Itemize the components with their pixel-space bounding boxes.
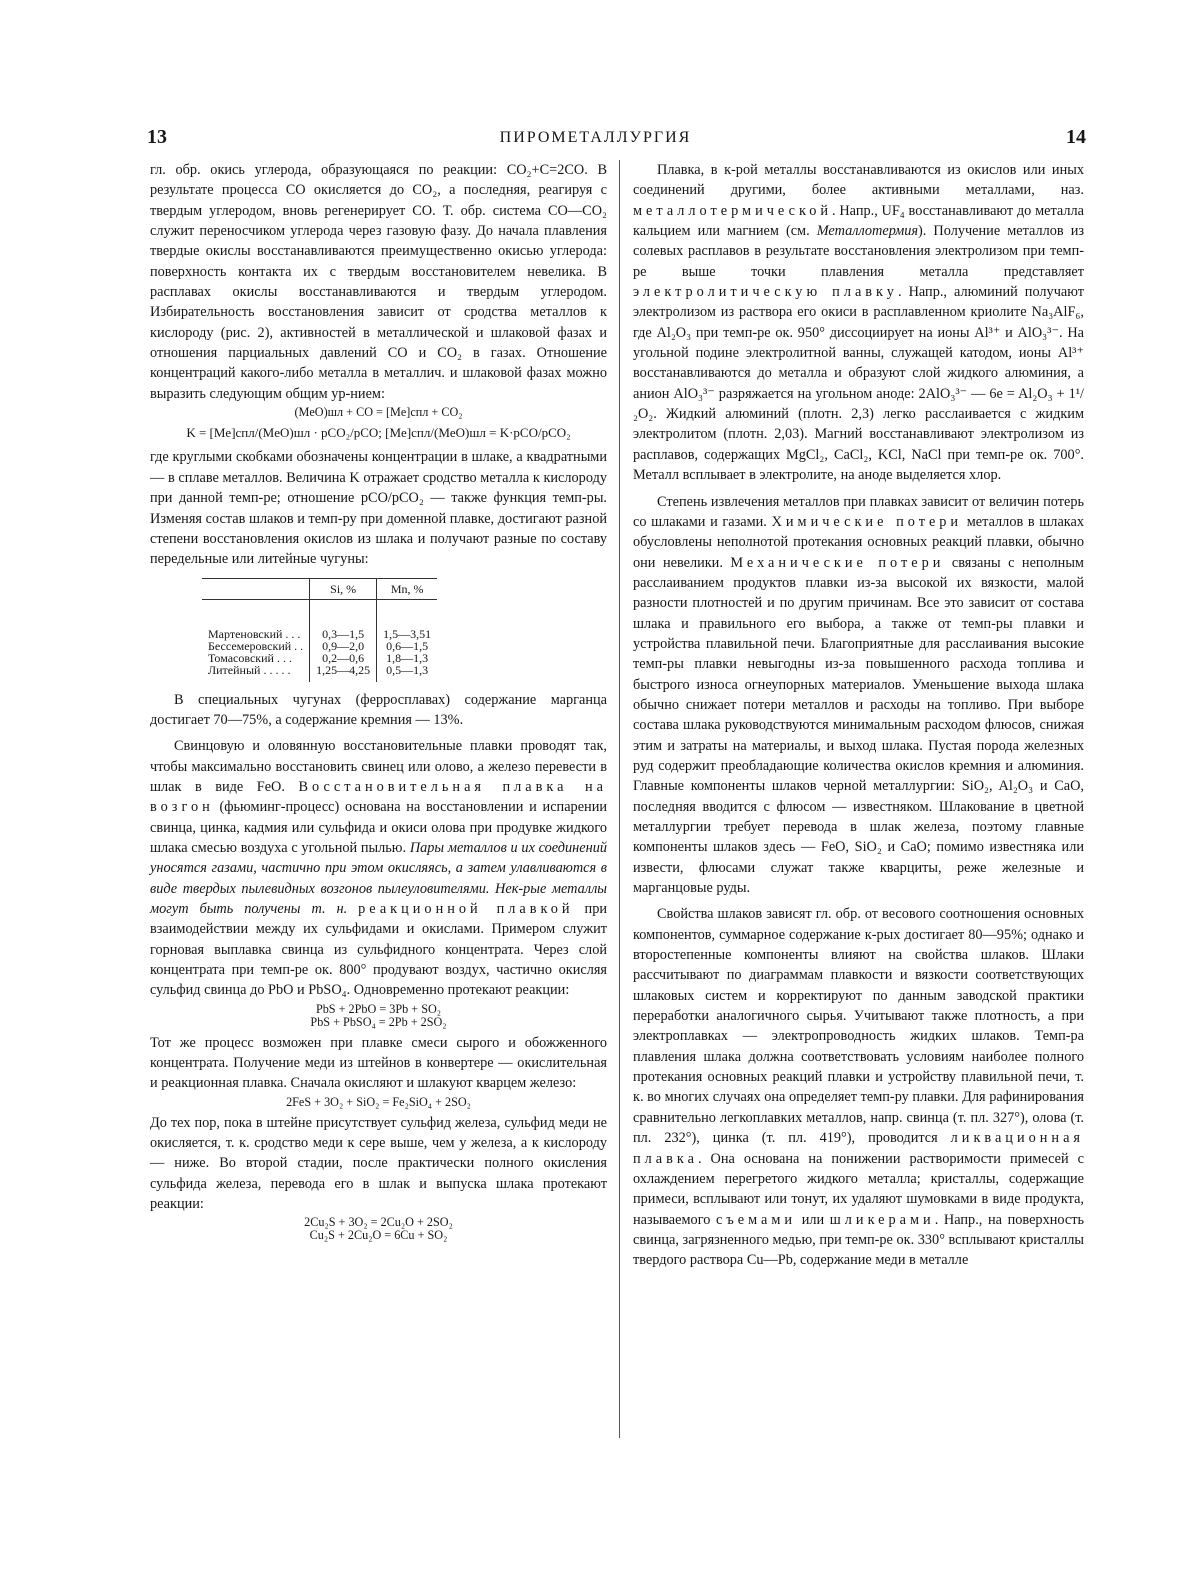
text-run: Свойства шлаков зависят гл. обр. от весового соотношения основных компонентов, суммарное содержание к-рых достигает 80—95%; однако и второстепенные компоненты влияют на свойства шлаков. Шлаки рассчитывают по диаграммам плавкости и вязкости соответствующих шлаковых систем и корректируют по данным заводской практики переработки аналогичного сырья. Учитывают также плотность, а при электроплавках — электропроводность жидких шлаков. Темп-ра плавления шлака должна соответствовать условиям наиболее полного протекания основных реакций плавки и устройству плавильной печи, т. к. во многих случаях она определяет темп-ру плавки. Для рафинирования сравнительно легкоплавких металлов, напр. свинца (т. пл. 327°), олова (т. пл. 232°), цинка (т. пл. 419°), проводится <box>633 906 1084 1147</box>
left-paragraph-1: гл. обр. окись углерода, образующаяся по реакции: CO₂+C=2CO. В результате процесса CO окисляется до CO₂, а последняя, реагируя с твердым углеродом, вновь регенерирует CO. Т. обр. система CO—CO₂ служит переносчиком углерода через газовую фазу. До начала плавления твердые окислы восстанавливаются преимущественно окисью углерода: поверхность контакта их с твердым восстановителем невелика. В расплавах окислы восстанавливаются и твердым углеродом. Избирательность восстановления зависит от сродства металлов к кислороду (рис. 2), активностей в металлической и шлаковой фазах и отношения парциальных давлений CO и CO₂ в газах. Отношение концентраций какого-либо металла в металлич. и шлаковой фазах можно выразить следующим общим ур-нием: <box>150 162 607 402</box>
running-title: ПИРОМЕТАЛЛУРГИЯ <box>499 129 692 146</box>
table-row <box>202 664 437 682</box>
text-run: ). Получение металлов из солевых расплавов в результате восстановления электролизом при темп-ре выше точки плавления металла представляет <box>633 223 1084 280</box>
italic-run: Металлотермия <box>816 223 919 240</box>
table-cell-si: 0,9—2,0 <box>310 640 377 652</box>
spaced-term: реакционной плавкой <box>358 900 574 917</box>
equation-5 <box>150 1216 607 1242</box>
equation-line: Cu₂S + 2Cu₂O = 6Cu + SO₂ <box>309 1228 448 1243</box>
left-paragraph-3: В специальных чугунах (ферросплавах) содержание марганца достигает 70—75%, а содержание кремния — 13%. <box>150 691 607 728</box>
spaced-term: Химические потери <box>771 513 963 530</box>
equation-2: K = [Me]спл/(MeO)шл · pCO₂/pCO; [Me]спл/(MeO)шл = K·pCO/pCO₂ <box>186 425 571 441</box>
equation-line: 2Cu₂S + 3O₂ = 2Cu₂O + 2SO₂ <box>304 1215 453 1230</box>
italic-run: Пары металлов и их соединений уносятся газами, частично при этом окисляясь, а затем улавливаются в виде твердых пылевидных возгонов пылеуловителями. Нек-рые металлы могут быть получены т. н. <box>150 839 607 917</box>
spaced-term: электролитическую плавку <box>633 284 898 301</box>
table-cell-name: Мартеновский . . . <box>208 626 301 641</box>
right-paragraph-2 <box>633 492 1084 899</box>
text-run: при взаимодействии между их сульфидами и окислами. Примером служит горновая выплавка свинца из сульфидного концентрата. Через слой концентрата при темп-ре ок. 800° продувают воздух, частично окисляя сульфид свинца до PbO и PbSO₄. Одновременно протекают реакции: <box>150 900 607 999</box>
table-cell-si: 0,2—0,6 <box>310 652 377 664</box>
text-run: Степень извлечения металлов при плавках зависит от величин потерь со шлаками и газами. <box>633 493 1084 530</box>
table-cell-name: Бессемеровский . . <box>208 638 304 653</box>
text-run: металлов в шлаках обусловлены неполнотой протекания основных реакций плавки, обычно они невелики. <box>633 513 1085 571</box>
spaced-term: шликерами <box>829 1211 935 1228</box>
table-cell-si: 0,3—1,5 <box>310 599 377 640</box>
cast-iron-table <box>202 578 437 682</box>
equation-line: PbS + 2PbO = 3Pb + SO₂ <box>315 1001 442 1016</box>
left-paragraph-6: До тех пор, пока в штейне присутствует сульфид железа, сульфид меди не окисляется, т. к. сродство меди к сере выше, чем у железа, а к кислороду — ниже. Во второй стадии, после практически полного окисления сульфида железа, перевода его в шлак и выпуска шлака протекают реакции: <box>150 1114 607 1213</box>
text-run: . Напр., алюминий получают электролизом из раствора его окиси в расплавленном криолите Na₃AlF₆, где Al₂O₃ при темп-ре ок. 950° диссоциирует на ионы Al³⁺ и AlO₃³⁻. На угольной подине электролитной ванны, служащей катодом, ионы Al³⁺ восстанавливаются до металла и образуют слой жидкого алюминия, а анион AlO₃³⁻ разряжается на угольном аноде: 2AlO₃³⁻ — 6e = Al₂O₃ + 1¹/₂O₂. Жидкий алюминий (плотн. 2,3) легко расслаивается с жидким электролитом (плотн. 2,03). Магний восстанавливают электролизом из расплавов, содержащих MgCl₂, CaCl₂, KCl, NaCl при темп-ре ок. 700°. Металл всплывает в электролите, на аноде выделяется хлор. <box>633 284 1084 484</box>
table-cell-name: Литейный . . . . . <box>208 662 291 677</box>
table-row <box>202 640 437 652</box>
left-paragraph-2: где круглыми скобками обозначены концентрации в шлаке, а квадратными — в сплаве металлов. Величина K отражает сродство металла к кислороду при данной темп-ре; отношение pCO/pCO₂ — также функция темп-ры. Изменяя состав шлаков и темп-ру при доменной плавке, достигают разной степени восстановления окислов из шлака и получают разные по составу передельные или литейные чугуны: <box>150 449 607 568</box>
equation-line: PbS + PbSO₄ = 2Pb + 2SO₂ <box>310 1014 447 1029</box>
spaced-term: Восстановительная плавка на возгон <box>150 778 607 816</box>
column-left <box>150 160 607 1246</box>
table-cell-si: 1,25—4,25 <box>310 664 377 682</box>
equation-1: (MeO)шл + CO = [Me]спл + CO₂ <box>294 405 463 420</box>
spaced-term: съемами <box>716 1211 797 1228</box>
table-cell-name: Томасовский . . . <box>208 650 292 665</box>
right-paragraph-1 <box>633 160 1084 486</box>
equation-4: 2FeS + 3O₂ + SiO₂ = Fe₂SiO₄ + 2SO₂ <box>286 1094 471 1109</box>
table-header-blank <box>202 578 310 599</box>
right-paragraph-3 <box>633 904 1084 1270</box>
table-header-mn: Mn, % <box>377 578 438 599</box>
table-cell-mn: 0,6—1,5 <box>377 640 438 652</box>
text-run: . Она основана на понижении растворимости примесей с охлаждением перегретого жидкого металла; кристаллы, содержащие примеси, всплывают или тонут, их удаляют шумовками в виде продукта, называемого <box>633 1150 1084 1228</box>
column-divider <box>619 160 620 1438</box>
text-run: . Напр., на поверхность свинца, загрязненного медью, при темп-ре ок. 330° всплывают кристаллы твердого раствора Cu—Pb, содержание меди в металле <box>633 1211 1084 1269</box>
text-run: Свинцовую и оловянную восстановительные плавки проводят так, чтобы максимально восстановить свинец или олово, а железо перевести в шлак в виде FeO. <box>150 738 607 795</box>
text-run: или <box>796 1211 830 1228</box>
text-run: . Напр., UF₄ восстанавливают до металла кальцием или магнием (см. <box>633 202 1084 240</box>
table-row <box>202 652 437 664</box>
spaced-term: металлотермической <box>633 202 832 219</box>
text-run: (фьюминг-процесс) основана на восстановлении и испарении свинца, цинка, кадмия или сульфида и окиси олова при продувке жидкого шлака смесью воздуха с угольной пылью. <box>150 799 607 856</box>
table-cell-mn: 0,5—1,3 <box>377 664 438 682</box>
table-header-si: Si, % <box>310 578 377 599</box>
table-cell-mn: 1,8—1,3 <box>377 652 438 664</box>
equation-3 <box>150 1003 607 1029</box>
text-run: связаны с неполным расслаиванием продуктов плавки из-за высокой их вязкости, малой разности плотностей и по другим причинам. Все это зависит от состава шлака и правильного его выбора, а также от темп-ры плавки и устройства плавильной печи. Благоприятные для расслаивания высокие темп-ры плавки невыгодны из-за повышенного расхода топлива и быстрого износа огнеупорных материалов. Уменьшение выхода шлака обычно снижает потери металлов и расходы на топливо. При выборе состава шлака руководствуются минимальным расходом флюсов, снижая этим и затраты на материалы, и выход шлака. Пустая порода железных руд содержит преобладающие количества окислов кремния и алюминия. Главные компоненты шлаков черной металлургии: SiO₂, Al₂O₃ и CaO, последняя вводится с флюсом — известняком. Шлакование в цветной металлургии требует перевода в шлак железа, поэтому главные компоненты шлаков здесь — FeO, SiO₂ и CaO; помимо известняка или извести, флюсами служат также кварциты, реже железные и марганцовые руды. <box>633 554 1084 897</box>
spaced-term: Механические потери <box>730 554 945 571</box>
table-cell-mn: 1,5—3,51 <box>377 599 438 640</box>
table-row <box>202 599 437 640</box>
left-paragraph-4 <box>150 736 607 1000</box>
spaced-term: ликвационная плавка <box>633 1130 1084 1167</box>
text-run: Плавка, в к-рой металлы восстанавливаются из окислов или иных соединений другими, более активными металлами, наз. <box>633 162 1084 199</box>
page-number-right: 14 <box>1066 126 1086 148</box>
left-paragraph-5: Тот же процесс возможен при плавке смеси сырого и обожженного концентрата. Получение меди из штейнов в конвертере — окислительная и реакционная плавка. Сначала окисляют и шлакуют кварцем железо: <box>150 1034 607 1092</box>
page-number-left: 13 <box>147 126 167 148</box>
column-right <box>633 160 1084 1271</box>
